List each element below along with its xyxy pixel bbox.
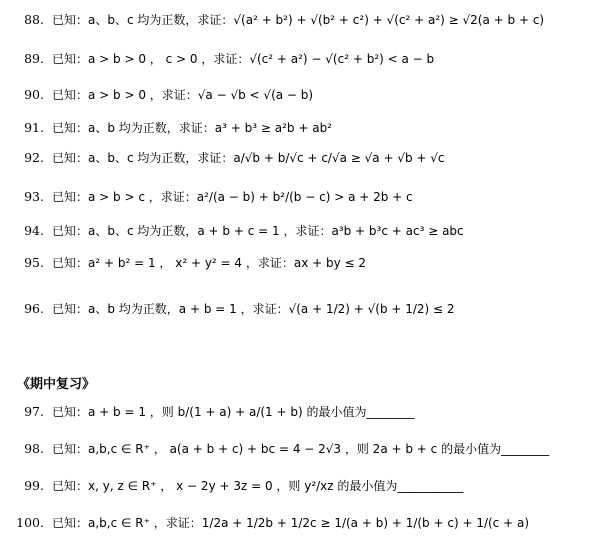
- problem-text: 已知：a、b、c 均为正数，求证：√(a² + b²) + √(b² + c²) + √(c² + a²) ≥ √2(a + b + c): [52, 13, 545, 27]
- problem-number: 88.: [24, 12, 44, 27]
- problem-number: 91.: [24, 120, 44, 135]
- problem-text: 已知：a、b、c 均为正数，a + b + c = 1 ，求证：a³b + b³c + ac³ ≥ abc: [52, 224, 464, 238]
- problem-number: 93.: [24, 189, 44, 204]
- problem-number: 97.: [24, 404, 44, 419]
- problem-number: 92.: [24, 150, 44, 165]
- problem-text: 已知：a,b,c ∈ R⁺ ，求证：1/2a + 1/2b + 1/2c ≥ 1/(a + b) + 1/(b + c) + 1/(c + a): [52, 516, 530, 530]
- problem-number: 100.: [16, 515, 44, 530]
- problem-text: 已知：a、b 均为正数，求证：a³ + b³ ≥ a²b + ab²: [52, 121, 332, 135]
- problem-text: 已知：x, y, z ∈ R⁺ ， x − 2y + 3z = 0 ，则 y²/xz 的最小值为___________: [52, 479, 464, 493]
- problem-text: 已知：a² + b² = 1 ， x² + y² = 4 ，求证：ax + by ≤ 2: [52, 256, 367, 270]
- problem-text: 已知：a > b > c ，求证：a²/(a − b) + b²/(b − c) > a + 2b + c: [52, 190, 413, 204]
- problem-text: 已知：a > b > 0 ，求证：√a − √b < √(a − b): [52, 88, 314, 102]
- section-title: 《期中复习》: [17, 377, 96, 392]
- problem-number: 99.: [24, 478, 44, 493]
- problem-text: 已知：a、b 均为正数，a + b = 1 ，求证：√(a + 1/2) + √(b + 1/2) ≤ 2: [52, 302, 455, 316]
- problem-text: 已知：a、b、c 均为正数，求证：a/√b + b/√c + c/√a ≥ √a + √b + √c: [52, 151, 445, 165]
- problem-text: 已知：a > b > 0 ， c > 0 ，求证：√(c² + a²) − √(c² + b²) < a − b: [52, 52, 435, 66]
- problem-number: 90.: [24, 87, 44, 102]
- problem-number: 89.: [24, 51, 44, 66]
- problem-text: 已知：a + b = 1 ，则 b/(1 + a) + a/(1 + b) 的最小值为________: [52, 405, 415, 419]
- problem-number: 95.: [24, 255, 44, 270]
- problem-number: 98.: [24, 441, 44, 456]
- problem-number: 94.: [24, 223, 44, 238]
- problem-number: 96.: [24, 301, 44, 316]
- problem-text: 已知：a,b,c ∈ R⁺ ， a(a + b + c) + bc = 4 − 2√3 ，则 2a + b + c 的最小值为________: [52, 442, 550, 456]
